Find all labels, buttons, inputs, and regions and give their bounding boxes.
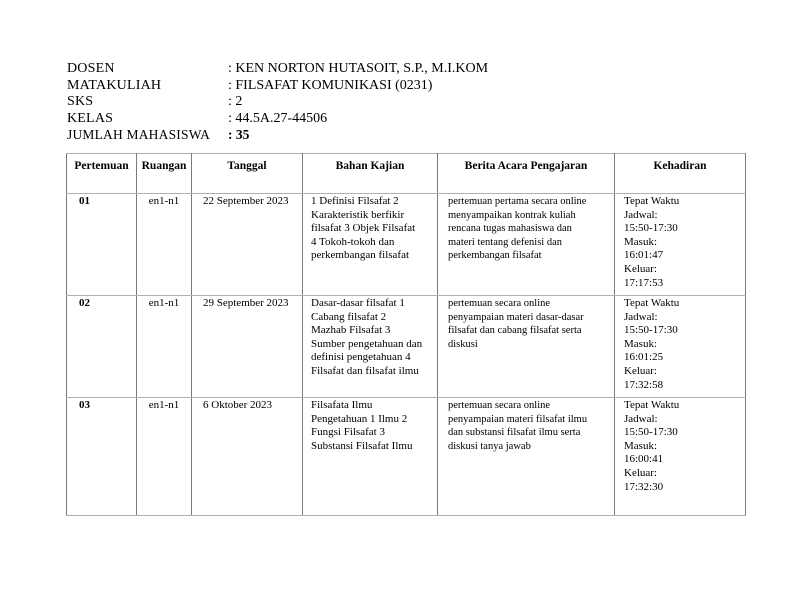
text-line: Cabang filsafat 2: [311, 310, 387, 323]
text-line: materi tentang defenisi dan: [448, 236, 562, 248]
text-line: Keluar:: [624, 262, 657, 275]
text-line: Masuk:: [624, 337, 657, 350]
text-line: 17:17:53: [624, 276, 664, 289]
text-line: filsafat dan cabang filsafat serta: [448, 325, 582, 337]
text-line: 17:32:58: [624, 378, 664, 391]
cell-berita-acara: [438, 194, 615, 296]
cell-tanggal: 6 Oktober 2023: [192, 398, 303, 516]
text-line: 16:00:41: [624, 453, 664, 466]
text-line: Substansi Filsafat Ilmu: [311, 439, 413, 452]
text-line: pertemuan secara online: [448, 298, 551, 309]
text-line: diskusi tanya jawab: [448, 440, 531, 452]
text-line: Tepat Waktu: [624, 297, 680, 309]
text-line: filsafat 3 Objek Filsafat: [311, 222, 416, 235]
text-line: 15:50-17:30: [624, 426, 678, 439]
cell-berita-acara: [438, 398, 615, 516]
text-line: dan substansi filsafat ilmu serta: [448, 427, 581, 439]
cell-ruangan: en1-n1: [137, 194, 192, 296]
text-line: pertemuan secara online: [448, 400, 551, 411]
text-line: Jadwal:: [624, 310, 658, 323]
text-line: Sumber pengetahuan dan: [311, 337, 423, 350]
header-value: : KEN NORTON HUTASOIT, S.P., M.I.KOM: [228, 61, 489, 76]
column-header-bahan-kajian: Bahan Kajian: [303, 154, 438, 194]
table-header-row: [67, 154, 746, 194]
text-line: pertemuan pertama secara online: [448, 196, 587, 207]
text-line: Tepat Waktu: [624, 195, 680, 207]
text-line: Filsafat dan filsafat ilmu: [311, 364, 419, 377]
cell-pertemuan: 02: [67, 296, 137, 398]
text-line: Jadwal:: [624, 412, 658, 425]
header-label: MATAKULIAH: [67, 77, 162, 93]
header-label: DOSEN: [67, 61, 115, 76]
text-line: Keluar:: [624, 364, 657, 377]
header-label: JUMLAH MAHASISWA: [67, 127, 211, 142]
text-line: Keluar:: [624, 466, 657, 479]
cell-tanggal: 29 September 2023: [192, 296, 303, 398]
text-line: Mazhab Filsafat 3: [311, 324, 391, 337]
header-value: : 2: [228, 94, 243, 109]
text-line: 15:50-17:30: [624, 324, 678, 337]
cell-kehadiran: [615, 296, 746, 398]
attendance-table: [66, 153, 746, 516]
cell-tanggal: 22 September 2023: [192, 194, 303, 296]
text-line: Tepat Waktu: [624, 399, 680, 411]
header-value: : 35: [228, 127, 250, 142]
cell-kehadiran: [615, 194, 746, 296]
text-line: 16:01:47: [624, 249, 664, 262]
text-line: perkembangan filsafat: [311, 249, 410, 262]
cell-bahan-kajian: [303, 296, 438, 398]
text-line: Filsafata Ilmu: [311, 399, 373, 411]
cell-bahan-kajian: [303, 194, 438, 296]
text-line: 4 Tokoh-tokoh dan: [311, 235, 395, 248]
column-header-tanggal: Tanggal: [192, 154, 303, 194]
text-line: Fungsi Filsafat 3: [311, 426, 385, 439]
text-line: Karakteristik berfikir: [311, 208, 405, 221]
text-line: Dasar-dasar filsafat 1: [311, 297, 405, 309]
header-label: KELAS: [67, 110, 114, 126]
text-line: Masuk:: [624, 235, 657, 248]
text-line: Masuk:: [624, 439, 657, 452]
cell-ruangan: en1-n1: [137, 296, 192, 398]
text-line: rencana tugas mahasiswa dan: [448, 223, 572, 235]
text-line: 17:32:30: [624, 480, 664, 493]
text-line: diskusi: [448, 338, 478, 350]
text-line: perkembangan filsafat: [448, 250, 542, 262]
cell-pertemuan: 01: [67, 194, 137, 296]
table-row: [67, 194, 746, 296]
text-line: Pengetahuan 1 Ilmu 2: [311, 412, 408, 425]
cell-ruangan: en1-n1: [137, 398, 192, 516]
cell-berita-acara: [438, 296, 615, 398]
table-row: [67, 398, 746, 516]
header-value: : FILSAFAT KOMUNIKASI (0231): [228, 77, 433, 93]
column-header-pertemuan: Pertemuan: [67, 154, 137, 194]
header-label: SKS: [67, 94, 94, 109]
column-header-berita-acara: Berita Acara Pengajaran: [438, 154, 615, 194]
text-line: 1 Definisi Filsafat 2: [311, 195, 399, 207]
header-value: : 44.5A.27-44506: [228, 110, 328, 126]
text-line: 16:01:25: [624, 351, 664, 364]
cell-pertemuan: 03: [67, 398, 137, 516]
text-line: menyampaikan kontrak kuliah: [448, 209, 576, 221]
text-line: penyampaian materi filsafat ilmu: [448, 413, 588, 425]
text-line: 15:50-17:30: [624, 222, 678, 235]
table-row: [67, 296, 746, 398]
text-line: Jadwal:: [624, 208, 658, 221]
column-header-kehadiran: Kehadiran: [615, 154, 746, 194]
cell-kehadiran: [615, 398, 746, 516]
cell-bahan-kajian: [303, 398, 438, 516]
text-line: penyampaian materi dasar-dasar: [448, 311, 584, 323]
column-header-ruangan: Ruangan: [137, 154, 192, 194]
text-line: definisi pengetahuan 4: [311, 351, 411, 364]
